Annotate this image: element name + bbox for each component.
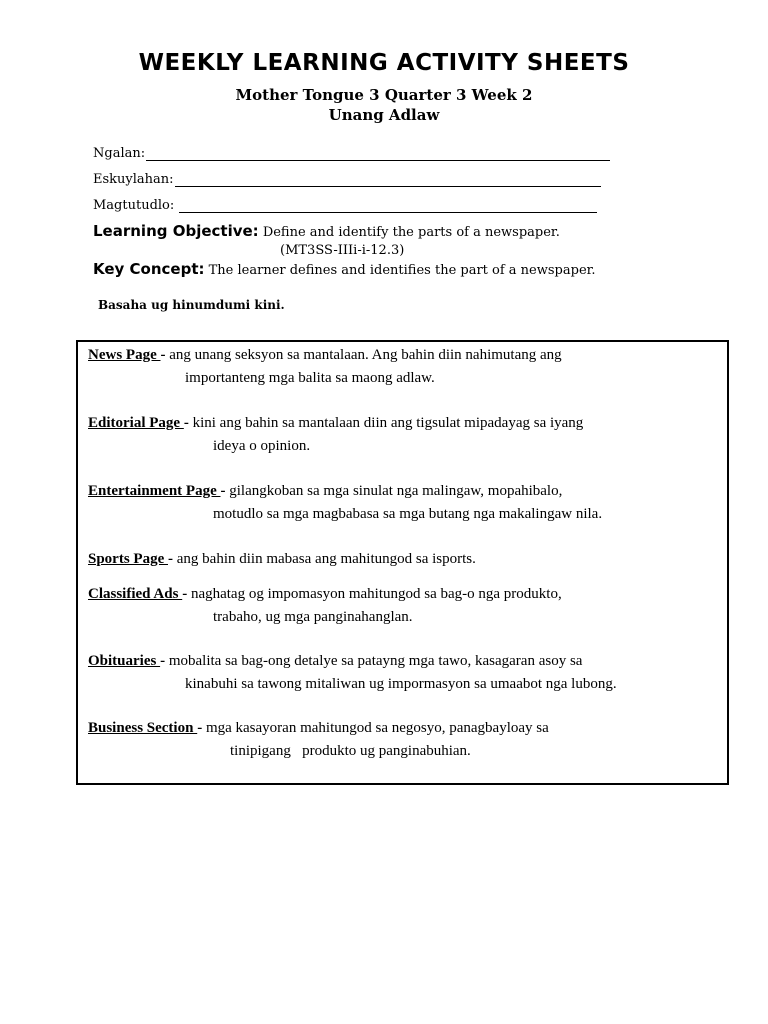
term-label: Obituaries	[88, 653, 161, 669]
dash: -	[183, 415, 189, 431]
name-field[interactable]	[93, 146, 610, 161]
term-label: Entertainment Page	[88, 483, 221, 499]
definition-line2: ideya o opinion.	[213, 438, 311, 454]
definition-line1: gilangkoban sa mga sinulat nga malingaw, mopahibalo,	[225, 483, 563, 499]
dash: -	[160, 653, 166, 669]
learning-objective-code: (MT3SS-IIIi-i-12.3)	[280, 243, 405, 258]
day-subtitle: Unang Adlaw	[328, 106, 440, 124]
school-field[interactable]	[93, 172, 601, 187]
school-blank-line[interactable]	[175, 175, 601, 187]
definition-line1: naghatag og impomasyon mahitungod sa bag-o nga produkto,	[187, 586, 562, 602]
dash: -	[182, 586, 188, 602]
definition-line1: ang unang seksyon sa mantalaan. Ang bahin diin nahimutang ang	[165, 347, 562, 363]
teacher-label: Magtutudlo:	[93, 198, 175, 213]
list-item-classified-ads	[88, 583, 562, 629]
subject-subtitle: Mother Tongue 3 Quarter 3 Week 2	[235, 86, 533, 104]
learning-objective	[93, 222, 560, 240]
dash: -	[160, 347, 166, 363]
list-item-business-section	[88, 717, 549, 763]
worksheet-title: WEEKLY LEARNING ACTIVITY SHEETS	[138, 50, 630, 76]
key-concept	[93, 260, 596, 278]
reading-instruction: Basaha ug hinumdumi kini.	[98, 298, 285, 312]
list-item-news-page	[88, 344, 562, 390]
definition-line2: trabaho, ug mga panginahanglan.	[213, 609, 413, 625]
list-item-sports-page	[88, 548, 476, 571]
key-concept-label: Key Concept:	[93, 260, 205, 278]
list-item-entertainment-page	[88, 480, 602, 526]
teacher-field[interactable]	[93, 198, 597, 213]
term-label: News Page	[88, 347, 161, 363]
key-concept-text: The learner defines and identifies the part of a newspaper.	[208, 263, 596, 278]
term-label: Sports Page	[88, 551, 168, 567]
learning-objective-label: Learning Objective:	[93, 222, 259, 240]
definition-line2: motudlo sa mga magbabasa sa mga butang nga makalingaw nila.	[213, 506, 603, 522]
definition-line2: importanteng mga balita sa maong adlaw.	[185, 370, 435, 386]
definition-line2: tinipigang produkto ug panginabuhian.	[230, 743, 471, 759]
definition-line2: kinabuhi sa tawong mitaliwan ug impormasyon sa umaabot nga lubong.	[185, 676, 617, 692]
term-label: Classified Ads	[88, 586, 183, 602]
definition-line1: mga kasayoran mahitungod sa negosyo, panagbayloay sa	[202, 720, 549, 736]
definition-line1: ang bahin diin mabasa ang mahitungod sa isports.	[173, 551, 476, 567]
dash: -	[168, 551, 173, 567]
definition-line1: kini ang bahin sa mantalaan diin ang tigsulat mipadayag sa iyang	[188, 415, 584, 431]
dash: -	[220, 483, 226, 499]
list-item-obituaries	[88, 650, 617, 696]
school-label: Eskuylahan:	[93, 172, 174, 187]
dash: -	[197, 720, 203, 736]
term-label: Business Section	[88, 720, 198, 736]
term-label: Editorial Page	[88, 415, 184, 431]
name-blank-line[interactable]	[146, 149, 610, 161]
list-item-editorial-page	[88, 412, 583, 458]
definition-line1: mobalita sa bag-ong detalye sa patayng mga tawo, kasagaran asoy sa	[165, 653, 583, 669]
name-label: Ngalan:	[93, 146, 146, 161]
learning-objective-text: Define and identify the parts of a newspaper.	[262, 225, 560, 240]
newspaper-parts-box	[76, 340, 729, 785]
teacher-blank-line[interactable]	[179, 201, 597, 213]
